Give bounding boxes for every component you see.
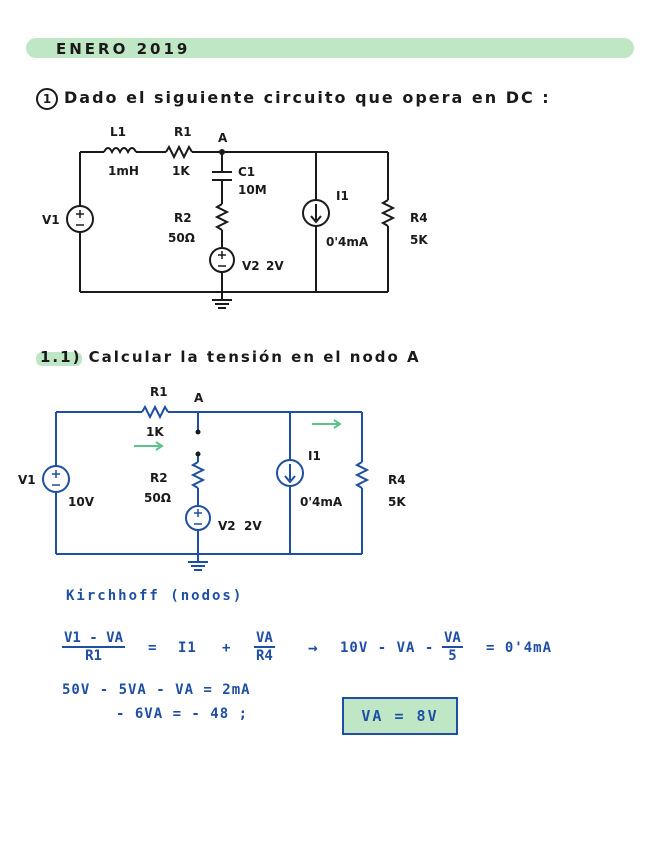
fraction-numerator: V1 - VA: [64, 630, 124, 646]
inductor-l1: [104, 148, 136, 152]
label2-v2: V2: [218, 519, 236, 533]
label-v2-value: 2V: [266, 259, 284, 273]
node-a-dot-1: [219, 149, 225, 155]
label2-i1-value: 0'4mA: [300, 495, 343, 509]
label-r2: R2: [174, 211, 192, 225]
equation-rhs: = 0'4mA: [486, 640, 553, 656]
subquestion: [40, 348, 421, 366]
label-r1-value: 1K: [172, 164, 190, 178]
plus-sign: +: [222, 640, 232, 656]
label2-r2-value: 50Ω: [144, 491, 171, 505]
label-r4: R4: [410, 211, 428, 225]
label2-r1-value: 1K: [146, 425, 164, 439]
label2-v1-value: 10V: [68, 495, 94, 509]
label-v1: V1: [42, 213, 60, 227]
label-node-a: A: [218, 131, 228, 145]
fraction-denominator: 5: [448, 648, 457, 664]
label-i1: I1: [336, 189, 349, 203]
equation-line-3: - 6VA = - 48 ;: [116, 706, 249, 722]
label2-v1: V1: [18, 473, 36, 487]
label2-r4-value: 5K: [388, 495, 406, 509]
label-l1-value: 1mH: [108, 164, 139, 178]
question-text: Dado el siguiente circuito que opera en DC :: [64, 88, 551, 107]
fraction-numerator: VA: [256, 630, 273, 646]
label2-r4: R4: [388, 473, 406, 487]
fraction-denominator: R1: [85, 648, 102, 664]
resistor-r1: [166, 147, 192, 157]
fraction-v1-va-r1: [62, 630, 125, 664]
label2-r1: R1: [150, 385, 168, 399]
label-r4-value: 5K: [410, 233, 428, 247]
label-r2-value: 50Ω: [168, 231, 195, 245]
equals-sign: =: [148, 640, 158, 656]
circuit-2: [43, 407, 367, 570]
resistor-r2-2: [193, 462, 203, 488]
label-r1: R1: [174, 125, 192, 139]
fraction-numerator: VA: [444, 630, 461, 646]
fraction-va-r4: [254, 630, 275, 664]
fraction-denominator: R4: [256, 648, 273, 664]
subquestion-number: 1.1: [40, 348, 73, 366]
label-l1: L1: [110, 125, 126, 139]
label2-node-a: A: [194, 391, 204, 405]
page-title: ENERO 2019: [56, 40, 191, 58]
resistor-r4-2: [357, 462, 367, 488]
equation-line-2: 50V - 5VA - VA = 2mA: [62, 682, 251, 698]
method-label: Kirchhoff (nodos): [66, 588, 244, 604]
subquestion-text: ) Calcular la tensión en el nodo A: [72, 348, 421, 366]
label-v2: V2: [242, 259, 260, 273]
resistor-r2: [217, 204, 227, 230]
term-i1: I1: [178, 640, 197, 656]
question-number: 1: [36, 88, 58, 110]
result-box: VA = 8V: [342, 697, 458, 735]
label2-v2-value: 2V: [244, 519, 262, 533]
resistor-r1-2: [142, 407, 168, 417]
label-c1: C1: [238, 165, 256, 179]
fraction-va-5: [442, 630, 463, 664]
current-direction-arrows: [134, 420, 340, 450]
resistor-r4: [383, 200, 393, 226]
source-v1: [67, 206, 93, 232]
label2-i1: I1: [308, 449, 321, 463]
arrow-icon: →: [308, 638, 319, 657]
label-c1-value: 10M: [238, 183, 267, 197]
label-i1-value: 0'4mA: [326, 235, 369, 249]
source-v1-2: [43, 466, 69, 492]
term-mid: 10V - VA -: [340, 640, 435, 656]
label2-r2: R2: [150, 471, 168, 485]
